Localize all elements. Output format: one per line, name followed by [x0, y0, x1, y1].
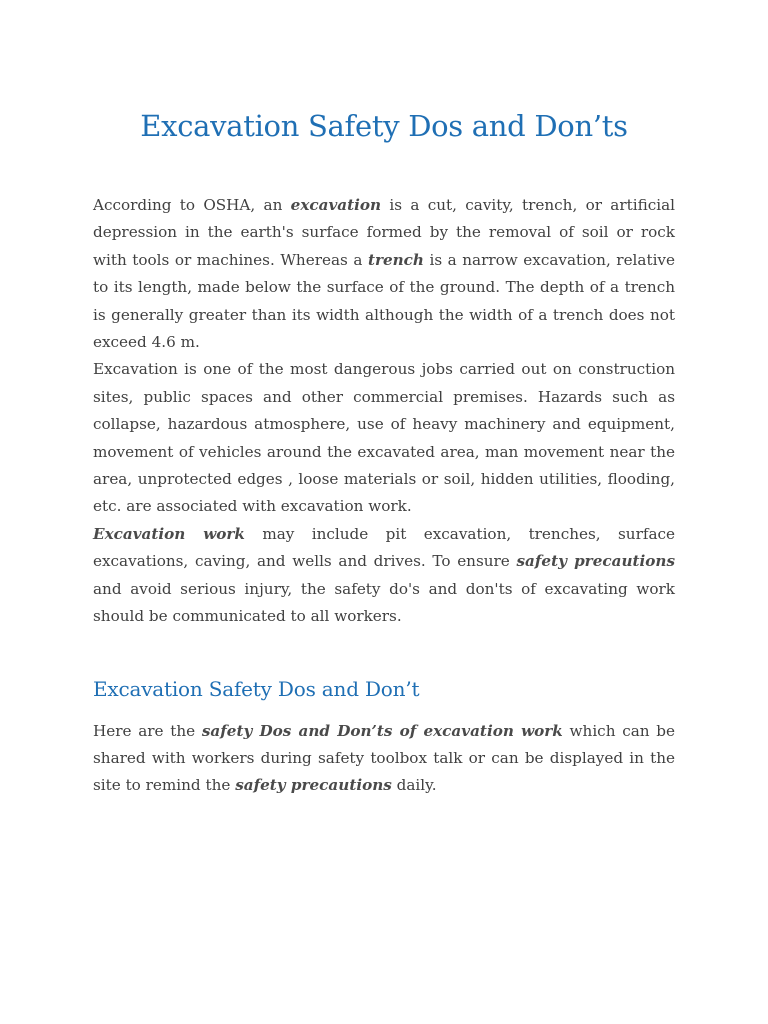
emphasis-excavation: excavation	[290, 196, 382, 214]
intro-paragraph	[93, 192, 675, 356]
section-heading: Excavation Safety Dos and Don’t	[93, 676, 420, 701]
text-run: which can be shared with workers during safety toolbox talk or can be displayed in the site to remind the	[93, 721, 675, 795]
hazards-paragraph: Excavation is one of the most dangerous jobs carried out on construction sites, public spaces and other commercial premises. Hazards such as collapse, hazardous atmosphere, use of heavy machinery and equipment, movement of vehicles around the excavated area, man movement near the area, unprotected edges , loose materials or soil, hidden utilities, flooding, etc. are associated with excavation work.	[93, 360, 675, 516]
emphasis-safety-precautions: safety precautions	[516, 552, 675, 571]
text-run: According to OSHA, an	[93, 196, 291, 214]
text-run: is a cut, cavity, trench, or artificial depression in the earth's surface formed by the removal of soil or rock with tools or machines. Whereas a	[93, 196, 675, 269]
emphasis-excavation-work: Excavation work	[93, 524, 245, 543]
text-run: daily.	[391, 776, 437, 795]
page-title: Excavation Safety Dos and Don’ts	[140, 109, 628, 143]
precautions-paragraph	[93, 521, 675, 631]
dos-donts-paragraph	[93, 718, 675, 800]
text-run: and avoid serious injury, the safety do's and don'ts of excavating work should be communicated to all workers.	[93, 579, 675, 626]
text-run: is a narrow excavation, relative to its length, made below the surface of the ground. The depth of a trench is generally greater than its width although the width of a trench does not exceed 4.6 m.	[93, 250, 675, 352]
emphasis-trench: trench	[367, 250, 424, 269]
emphasis-safety-precautions: safety precautions	[235, 776, 392, 795]
emphasis-dos-donts: safety Dos and Don’ts of excavation work	[201, 721, 563, 740]
text-run: Here are the	[93, 721, 202, 740]
document-page	[93, 0, 675, 800]
text-run: may include pit excavation, trenches, surface excavations, caving, and wells and drives. To ensure	[93, 524, 675, 571]
